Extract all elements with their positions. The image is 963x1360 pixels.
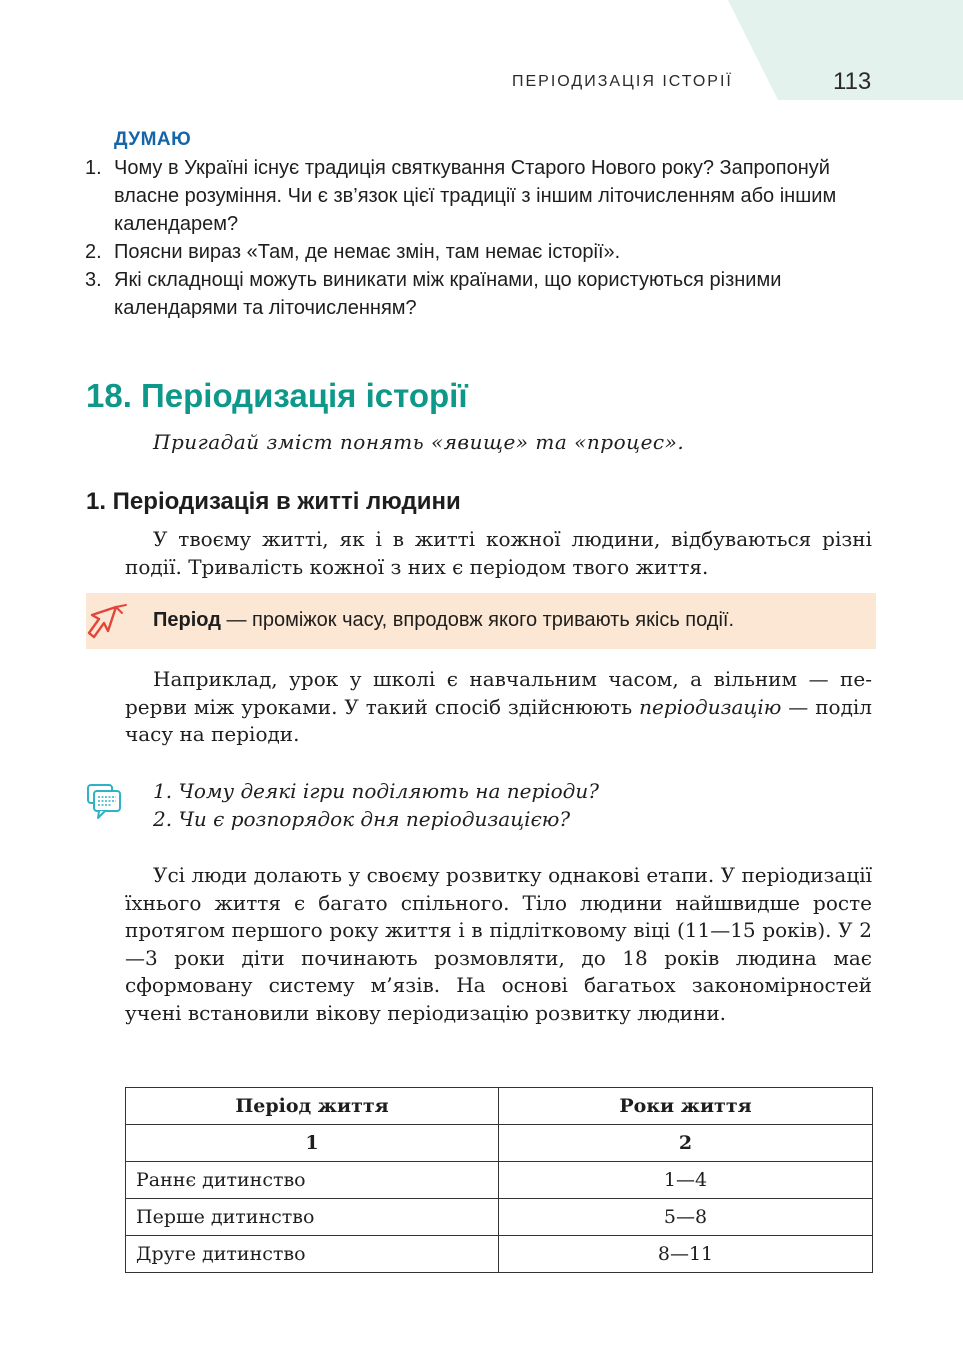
example-text — [125, 666, 872, 749]
discussion-bubbles-icon — [84, 782, 124, 822]
example-text-before: Наприклад, урок у школі є навчальним часом, а вільним — перерви між уроками. У такий спосіб здійснюють — [125, 667, 872, 719]
list-item — [85, 266, 875, 322]
definition-term: Період — [153, 609, 221, 631]
intro-paragraph — [125, 526, 872, 581]
running-title: ПЕРІОДИЗАЦІЯ ІСТОРІЇ — [512, 73, 733, 90]
section-title: 18. Періодизація історії — [86, 377, 468, 414]
think-heading: ДУМАЮ — [114, 129, 192, 150]
example-text-after: — поділ часу на періоди. — [125, 694, 872, 746]
example-term: періодизацію — [639, 694, 782, 719]
list-item-text: Які складнощі можуть виникати між країнами, що користуються різними календарями та літочисленням? — [114, 269, 782, 319]
table-cell-period: Раннє дитинство — [126, 1162, 499, 1199]
example-paragraph — [125, 666, 872, 749]
table-row — [126, 1236, 873, 1273]
table-header-years: Роки життя — [499, 1088, 873, 1125]
subsection-title: 1. Періодизація в житті людини — [86, 488, 461, 515]
list-item-number: 2. — [85, 241, 102, 263]
list-item-number: 1. — [85, 157, 102, 179]
list-item — [85, 154, 875, 238]
table-column-number: 2 — [499, 1125, 873, 1162]
think-question-list — [85, 154, 875, 322]
intro-text: У твоєму житті, як і в житті кожної людини, відбуваються різні події. Тривалість кожної з них є періодом твого життя. — [125, 527, 872, 579]
table-header-row — [126, 1088, 873, 1125]
table-header-period: Період життя — [126, 1088, 499, 1125]
table-column-number: 1 — [126, 1125, 499, 1162]
page-number: 113 — [833, 68, 872, 95]
age-periodization-table — [125, 1087, 873, 1273]
table-row — [126, 1162, 873, 1199]
recall-prompt: Пригадай зміст понять «явище» та «процес». — [153, 430, 685, 454]
discussion-questions — [153, 777, 599, 833]
body-text: Усі люди долають у своєму розвитку однакові етапи. У періодизації їхнього життя є багато спільного. Тіло людини найшвидше росте протягом першого року життя і в підлітковому віці (11—15 років). У 2—3 роки діти починають розмовляти, до 18 років людина має сформовану систему м’язів. На основі багатьох закономірностей учені встановили вікову періодизацію розвитку людини. — [125, 863, 872, 1025]
definition-text — [153, 609, 734, 632]
table-cell-period: Друге дитинство — [126, 1236, 499, 1273]
definition-body: — проміжок часу, впродовж якого тривають якісь події. — [220, 609, 735, 631]
definition-box — [86, 593, 876, 649]
table-cell-period: Перше дитинство — [126, 1199, 499, 1236]
discussion-question: 1. Чому деякі ігри поділяють на періоди? — [153, 779, 599, 803]
table-cell-years: 5—8 — [499, 1199, 873, 1236]
body-paragraph — [125, 862, 872, 1027]
list-item — [85, 238, 875, 266]
table-cell-years: 1—4 — [499, 1162, 873, 1199]
discussion-question: 2. Чи є розпорядок дня періодизацією? — [153, 807, 571, 831]
list-item-text: Чому в Україні існує традиція святкування Старого Нового року? Запропонуй власне розуміння. Чи є зв’язок цієї традиції з іншим літочисленням або іншим календарем? — [114, 157, 837, 235]
pointer-arrow-icon — [86, 601, 130, 645]
list-item-number: 3. — [85, 269, 102, 291]
table-cell-years: 8—11 — [499, 1236, 873, 1273]
table-column-number-row — [126, 1125, 873, 1162]
list-item-text: Поясни вираз «Там, де немає змін, там немає історії». — [114, 241, 621, 263]
table-row — [126, 1199, 873, 1236]
